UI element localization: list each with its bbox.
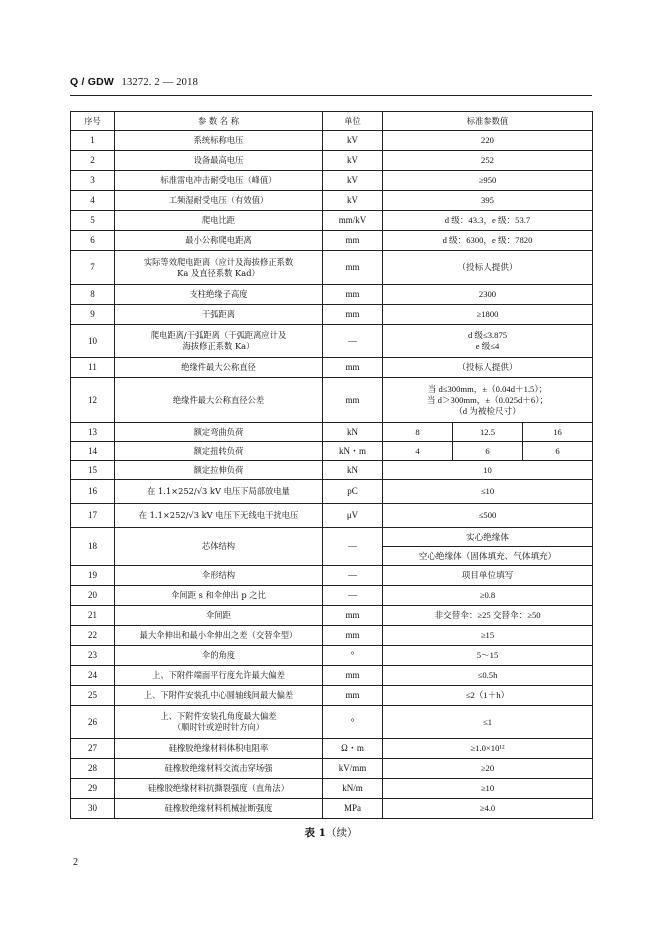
table-row — [71, 646, 593, 666]
row-unit: kN — [323, 461, 383, 480]
row-unit: kV — [323, 171, 383, 191]
row-name: 系统标称电压 — [115, 131, 323, 151]
row-unit: mm — [323, 378, 383, 423]
row-value: 实心绝缘体 — [383, 528, 593, 547]
row-value: 252 — [383, 151, 593, 171]
header-no: 序号 — [71, 112, 115, 131]
row-no: 27 — [71, 739, 115, 759]
row-name: 芯体结构 — [115, 528, 323, 566]
table-row — [71, 211, 593, 231]
row-value: ≥15 — [383, 626, 593, 646]
header-divider — [70, 95, 592, 96]
row-value: ≥950 — [383, 171, 593, 191]
row-value-line: d 级≤3.875 — [467, 330, 508, 340]
row-no: 23 — [71, 646, 115, 666]
table-row — [71, 739, 593, 759]
row-unit: ° — [323, 646, 383, 666]
table-row — [71, 606, 593, 626]
table-row — [71, 666, 593, 686]
table-row — [71, 423, 593, 442]
row-name-line: 实际等效爬电距离（应计及海拔修正系数 — [143, 256, 294, 267]
row-value-a: 8 — [383, 423, 453, 442]
row-name: 额定弯曲负荷 — [115, 423, 323, 442]
row-name: 支柱绝缘子高度 — [115, 285, 323, 305]
caption-suffix: （续） — [325, 827, 358, 839]
caption-label: 表 1 — [304, 827, 326, 839]
row-name: 硅橡胶绝缘材料交流击穿场强 — [115, 759, 323, 779]
row-value: （投标人提供） — [383, 358, 593, 378]
table-row — [71, 759, 593, 779]
row-value: 非交替伞：≥25 交替伞：≥50 — [383, 606, 593, 626]
table-row — [71, 706, 593, 739]
row-name-line: 海拔修正系数 Ka） — [182, 341, 255, 351]
row-no: 18 — [71, 528, 115, 566]
row-no: 28 — [71, 759, 115, 779]
table-row — [71, 251, 593, 285]
table-row — [71, 171, 593, 191]
row-name: 伞间距 s 和伞伸出 p 之比 — [115, 586, 323, 606]
row-value-line: （d 为被检尺寸） — [454, 405, 521, 416]
table-row — [71, 378, 593, 423]
row-no: 8 — [71, 285, 115, 305]
document-header — [70, 76, 198, 88]
row-name: 绝缘件最大公称直径公差 — [115, 378, 323, 423]
table-row — [71, 191, 593, 211]
row-unit: — — [323, 586, 383, 606]
row-name-line: 爬电距离/干弧距离（干弧距离应计及 — [150, 330, 287, 340]
row-value: ≤1 — [383, 706, 593, 739]
row-no: 19 — [71, 566, 115, 586]
row-value: ≥10 — [383, 779, 593, 799]
row-name: 在 1.1×252/√3 kV 电压下局部放电量 — [115, 480, 323, 504]
row-no: 15 — [71, 461, 115, 480]
row-value: 项目单位填写 — [383, 566, 593, 586]
row-name: 额定拉伸负荷 — [115, 461, 323, 480]
table-header-row — [71, 112, 593, 131]
row-value — [383, 325, 593, 358]
row-value: ≥1800 — [383, 305, 593, 325]
row-no: 12 — [71, 378, 115, 423]
row-unit: Ω・m — [323, 739, 383, 759]
row-unit: mm — [323, 686, 383, 706]
table-row — [71, 231, 593, 251]
table-row — [71, 504, 593, 528]
row-name: 最小公称爬电距离 — [115, 231, 323, 251]
row-value: ≥1.0×10¹² — [383, 739, 593, 759]
header-name: 参 数 名 称 — [115, 112, 323, 131]
row-value: 220 — [383, 131, 593, 151]
table-row — [71, 461, 593, 480]
row-name: 硅橡胶绝缘材料抗撕裂强度（直角法） — [115, 779, 323, 799]
row-name-line: 上、下附件安装孔角度最大偏差 — [160, 711, 277, 721]
row-name — [115, 251, 323, 285]
row-unit: — — [323, 566, 383, 586]
row-unit: kV — [323, 151, 383, 171]
row-unit: mm/kV — [323, 211, 383, 231]
row-unit: mm — [323, 305, 383, 325]
row-value-line: e 级≤4 — [475, 341, 500, 351]
row-value: 2300 — [383, 285, 593, 305]
row-name: 设备最高电压 — [115, 151, 323, 171]
row-value: d 级：6300，e 级：7820 — [383, 231, 593, 251]
row-value: ≤0.5h — [383, 666, 593, 686]
table-row — [71, 305, 593, 325]
row-no: 4 — [71, 191, 115, 211]
row-unit: kV — [323, 131, 383, 151]
table-row — [71, 686, 593, 706]
row-unit: mm — [323, 285, 383, 305]
row-unit: pC — [323, 480, 383, 504]
row-name: 绝缘件最大公称直径 — [115, 358, 323, 378]
row-value-c: 16 — [523, 423, 593, 442]
row-no: 17 — [71, 504, 115, 528]
row-no: 13 — [71, 423, 115, 442]
table-row — [71, 285, 593, 305]
row-unit: μV — [323, 504, 383, 528]
page-number: 2 — [73, 857, 78, 868]
row-value: （投标人提供） — [383, 251, 593, 285]
row-value: 395 — [383, 191, 593, 211]
row-name — [115, 325, 323, 358]
row-unit: mm — [323, 606, 383, 626]
row-value: ≥0.8 — [383, 586, 593, 606]
row-name: 标准雷电冲击耐受电压（峰值） — [115, 171, 323, 191]
table-row — [71, 566, 593, 586]
table-row — [71, 325, 593, 358]
row-value: ≥20 — [383, 759, 593, 779]
table-row — [71, 528, 593, 547]
table-row — [71, 151, 593, 171]
table-row — [71, 480, 593, 504]
row-name: 伞间距 — [115, 606, 323, 626]
row-name: 伞形结构 — [115, 566, 323, 586]
table-row — [71, 586, 593, 606]
row-no: 30 — [71, 799, 115, 819]
row-no: 7 — [71, 251, 115, 285]
row-value: 5～15 — [383, 646, 593, 666]
row-unit: mm — [323, 231, 383, 251]
row-name: 上、下附件安装孔中心圆轴线间最大偏差 — [115, 686, 323, 706]
row-no: 25 — [71, 686, 115, 706]
row-name: 硅橡胶绝缘材料机械扯断强度 — [115, 799, 323, 819]
row-unit: mm — [323, 626, 383, 646]
row-no: 16 — [71, 480, 115, 504]
row-unit: ° — [323, 706, 383, 739]
row-value: 空心绝缘体（固体填充、气体填充） — [383, 547, 593, 566]
row-unit: kN — [323, 423, 383, 442]
table-row — [71, 358, 593, 378]
row-name: 伞的角度 — [115, 646, 323, 666]
header-unit: 单位 — [323, 112, 383, 131]
table-row — [71, 626, 593, 646]
row-name: 硅橡胶绝缘材料体积电阻率 — [115, 739, 323, 759]
table-caption — [0, 825, 662, 840]
row-no: 29 — [71, 779, 115, 799]
row-value: ≤500 — [383, 504, 593, 528]
standard-number: 13272. 2 — 2018 — [121, 77, 199, 88]
row-unit: kV — [323, 191, 383, 211]
table-row — [71, 131, 593, 151]
row-name-line: Ka 及直径系数 Kad） — [177, 267, 260, 278]
row-no: 9 — [71, 305, 115, 325]
parameter-table — [70, 111, 593, 819]
row-no: 3 — [71, 171, 115, 191]
row-value: 10 — [383, 461, 593, 480]
row-no: 5 — [71, 211, 115, 231]
row-no: 21 — [71, 606, 115, 626]
row-name: 上、下附件端面平行度允许最大偏差 — [115, 666, 323, 686]
row-no: 20 — [71, 586, 115, 606]
row-value-c: 6 — [523, 442, 593, 461]
row-unit: kN/m — [323, 779, 383, 799]
row-value: d 级：43.3，e 级：53.7 — [383, 211, 593, 231]
row-no: 26 — [71, 706, 115, 739]
table-row — [71, 442, 593, 461]
row-no: 14 — [71, 442, 115, 461]
row-unit: kN・m — [323, 442, 383, 461]
row-value-b: 12.5 — [453, 423, 523, 442]
row-value — [383, 378, 593, 423]
row-value-b: 6 — [453, 442, 523, 461]
row-name: 工频湿耐受电压（有效值） — [115, 191, 323, 211]
row-name: 在 1.1×252/√3 kV 电压下无线电干扰电压 — [115, 504, 323, 528]
row-no: 6 — [71, 231, 115, 251]
row-name: 额定扭转负荷 — [115, 442, 323, 461]
row-unit: mm — [323, 666, 383, 686]
row-name: 最大伞伸出和最小伞伸出之差（交替伞型） — [115, 626, 323, 646]
row-no: 10 — [71, 325, 115, 358]
row-no: 11 — [71, 358, 115, 378]
row-value-a: 4 — [383, 442, 453, 461]
row-name: 爬电比距 — [115, 211, 323, 231]
header-value: 标准参数值 — [383, 112, 593, 131]
row-unit: mm — [323, 251, 383, 285]
row-unit: — — [323, 528, 383, 566]
table-row — [71, 779, 593, 799]
row-unit: mm — [323, 358, 383, 378]
row-no: 1 — [71, 131, 115, 151]
row-no: 22 — [71, 626, 115, 646]
row-name-line: （顺时针或逆时针方向） — [172, 722, 265, 732]
row-value-line: 当 d≤300mm，±（0.04d＋1.5）； — [427, 383, 548, 394]
row-value: ≤2（1＋h） — [383, 686, 593, 706]
table-row — [71, 799, 593, 819]
row-value: ≥4.0 — [383, 799, 593, 819]
row-name — [115, 706, 323, 739]
row-unit: — — [323, 325, 383, 358]
row-unit: MPa — [323, 799, 383, 819]
row-no: 24 — [71, 666, 115, 686]
row-value: ≤10 — [383, 480, 593, 504]
row-value-line: 当 d＞300mm，±（0.025d＋6）； — [426, 394, 549, 405]
standard-code: Q / GDW — [70, 76, 114, 88]
row-name: 干弧距离 — [115, 305, 323, 325]
row-unit: kV/mm — [323, 759, 383, 779]
row-no: 2 — [71, 151, 115, 171]
